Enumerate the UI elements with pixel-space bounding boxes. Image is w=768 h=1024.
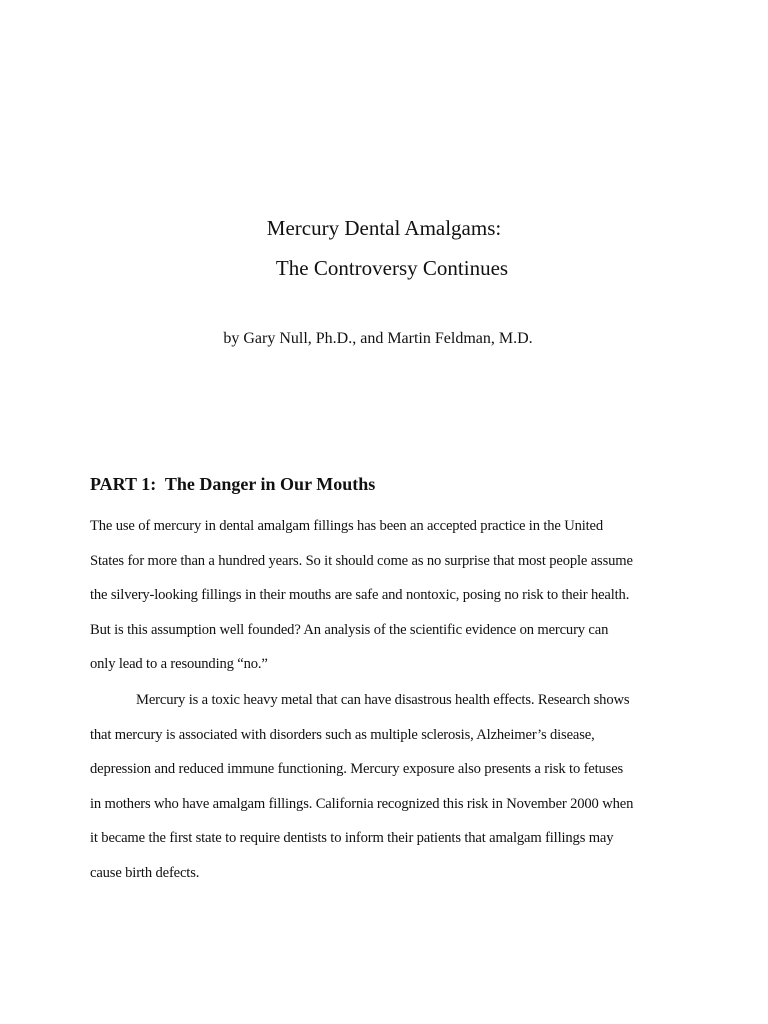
paragraph-2 bbox=[90, 683, 680, 891]
paragraph-1 bbox=[90, 509, 680, 682]
author-byline: by Gary Null, Ph.D., and Martin Feldman, M.D. bbox=[223, 330, 533, 347]
paragraph-line: only lead to a resounding “no.” bbox=[90, 656, 268, 673]
document-title-line-2: The Controversy Continues bbox=[275, 256, 509, 280]
paragraph-line: the silvery-looking fillings in their mouths are safe and nontoxic, posing no risk to their health. bbox=[90, 587, 630, 604]
section-heading: PART 1: The Danger in Our Mouths bbox=[90, 474, 376, 494]
paragraph-line: in mothers who have amalgam fillings. California recognized this risk in November 2000 when bbox=[90, 795, 634, 812]
paragraph-line: it became the first state to require dentists to inform their patients that amalgam fillings may bbox=[90, 830, 614, 847]
paragraph-line: cause birth defects. bbox=[90, 864, 200, 881]
paragraph-line: But is this assumption well founded? An analysis of the scientific evidence on mercury can bbox=[90, 621, 609, 638]
paragraph-line: States for more than a hundred years. So it should come as no surprise that most people assume bbox=[90, 552, 633, 569]
paragraph-line: The use of mercury in dental amalgam fillings has been an accepted practice in the United bbox=[90, 518, 604, 534]
paragraph-line: depression and reduced immune functioning. Mercury exposure also presents a risk to fetuses bbox=[90, 761, 624, 778]
paragraph-line: that mercury is associated with disorders such as multiple sclerosis, Alzheimer’s disease, bbox=[90, 726, 595, 743]
paragraph-line: Mercury is a toxic heavy metal that can have disastrous health effects. Research shows bbox=[136, 692, 630, 708]
document-title-line-1: Mercury Dental Amalgams: bbox=[266, 216, 502, 240]
